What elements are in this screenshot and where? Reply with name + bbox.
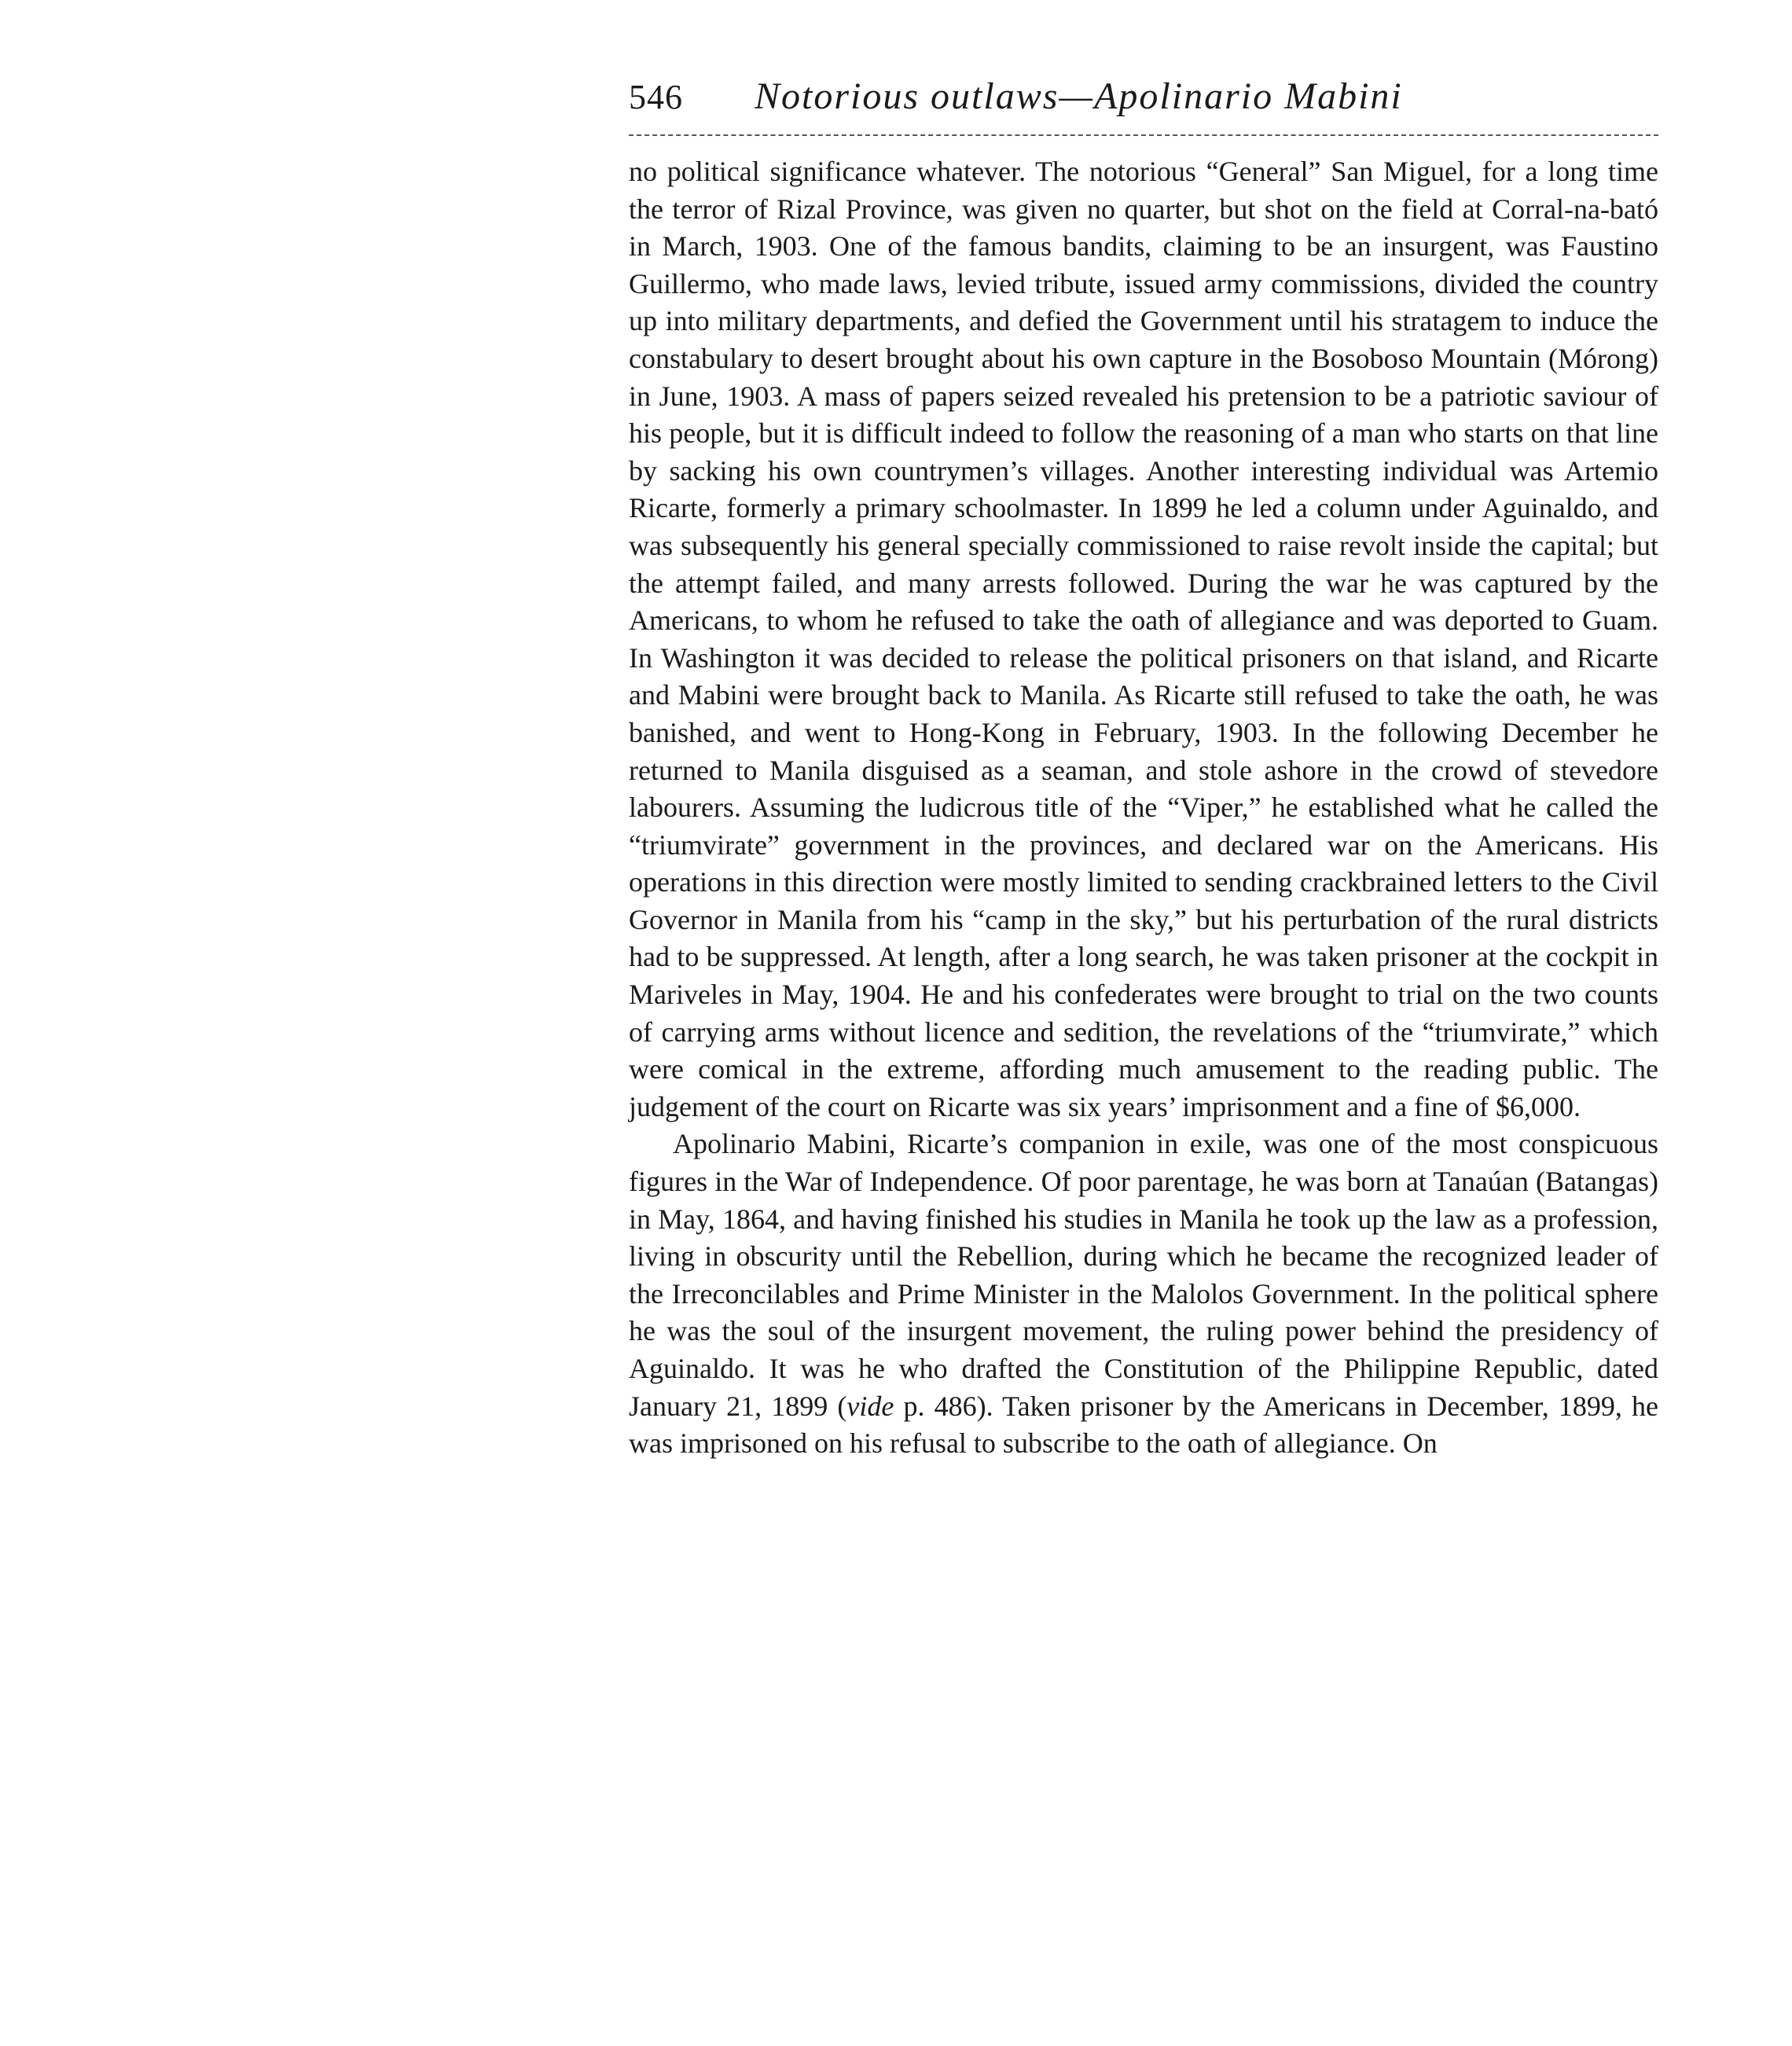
page-number: 546 [629,78,683,116]
header-rule [629,134,1658,136]
running-head [629,75,1658,127]
paragraph [629,153,1658,1126]
paragraph-text: p. 486). Taken prisoner by the Americans in December, 1899, he was imprisoned on his refusal to subscribe to the oath of allegiance. On [629,1390,1658,1460]
paragraph-text: Apolinario Mabini, Ricarte’s companion in exile, was one of the most conspicuous figures in the War of Independence. Of poor parentage, he was born at Tanaúan (Batangas) in May, 1864, and having finished his studies in Manila he took up the law as a profession, living in obscurity until the Rebellion, during which he became the recognized leader of the Irreconcilables and Prime Minister in the Malolos Government. In the political sphere he was the soul of the insurgent movement, the ruling power behind the presidency of Aguinaldo. It was he who drafted the Constitution of the Philippine Republic, dated January 21, 1899 ( [629,1128,1658,1422]
body-text [629,153,1658,1463]
book-page [629,75,1658,1463]
italic-text: vide [846,1390,894,1422]
running-title: Notorious outlaws—Apolinario Mabini [755,75,1403,117]
paragraph-text: no political significance whatever. The notorious “General” San Miguel, for a long time the terror of Rizal Province, was given no quarter, but shot on the field at Corral-na-bató in March, 1903. One of the famous bandits, claiming to be an insurgent, was Faustino Guillermo, who made laws, levied tribute, issued army commissions, divided the country up into military departments, and defied the Government until his stratagem to induce the constabulary to desert brought about his own capture in the Bosoboso Mountain (Mórong) in June, 1903. A mass of papers seized revealed his pretension to be a patriotic saviour of his people, but it is difficult indeed to follow the reasoning of a man who starts on that line by sacking his own countrymen’s villages. Another interesting individual was Artemio Ricarte, formerly a primary schoolmaster. In 1899 he led a column under Aguinaldo, and was subsequently his general specially commissioned to raise revolt inside the capital; but the attempt failed, and many arrests followed. During the war he was captured by the Americans, to whom he refused to take the oath of allegiance and was deported to Guam. In Washington it was decided to release the political prisoners on that island, and Ricarte and Mabini were brought back to Manila. As Ricarte still refused to take the oath, he was banished, and went to Hong-Kong in February, 1903. In the following December he returned to Manila disguised as a seaman, and stole ashore in the crowd of stevedore labourers. Assuming the ludicrous title of the “Viper,” he established what he called the “triumvirate” government in the provinces, and declared war on the Americans. His operations in this direction were mostly limited to sending crackbrained letters to the Civil Governor in Manila from his “camp in the sky,” but his perturbation of the rural districts had to be suppressed. At length, after a long search, he was taken prisoner at the cockpit in Mariveles in May, 1904. He and his confederates were brought to trial on the two counts of carrying arms without licence and sedition, the revelations of the “triumvirate,” which were comical in the extreme, affording much amusement to the reading public. The judgement of the court on Ricarte was six years’ imprisonment and a fine of $6,000. [629,156,1658,1122]
paragraph [629,1126,1658,1462]
